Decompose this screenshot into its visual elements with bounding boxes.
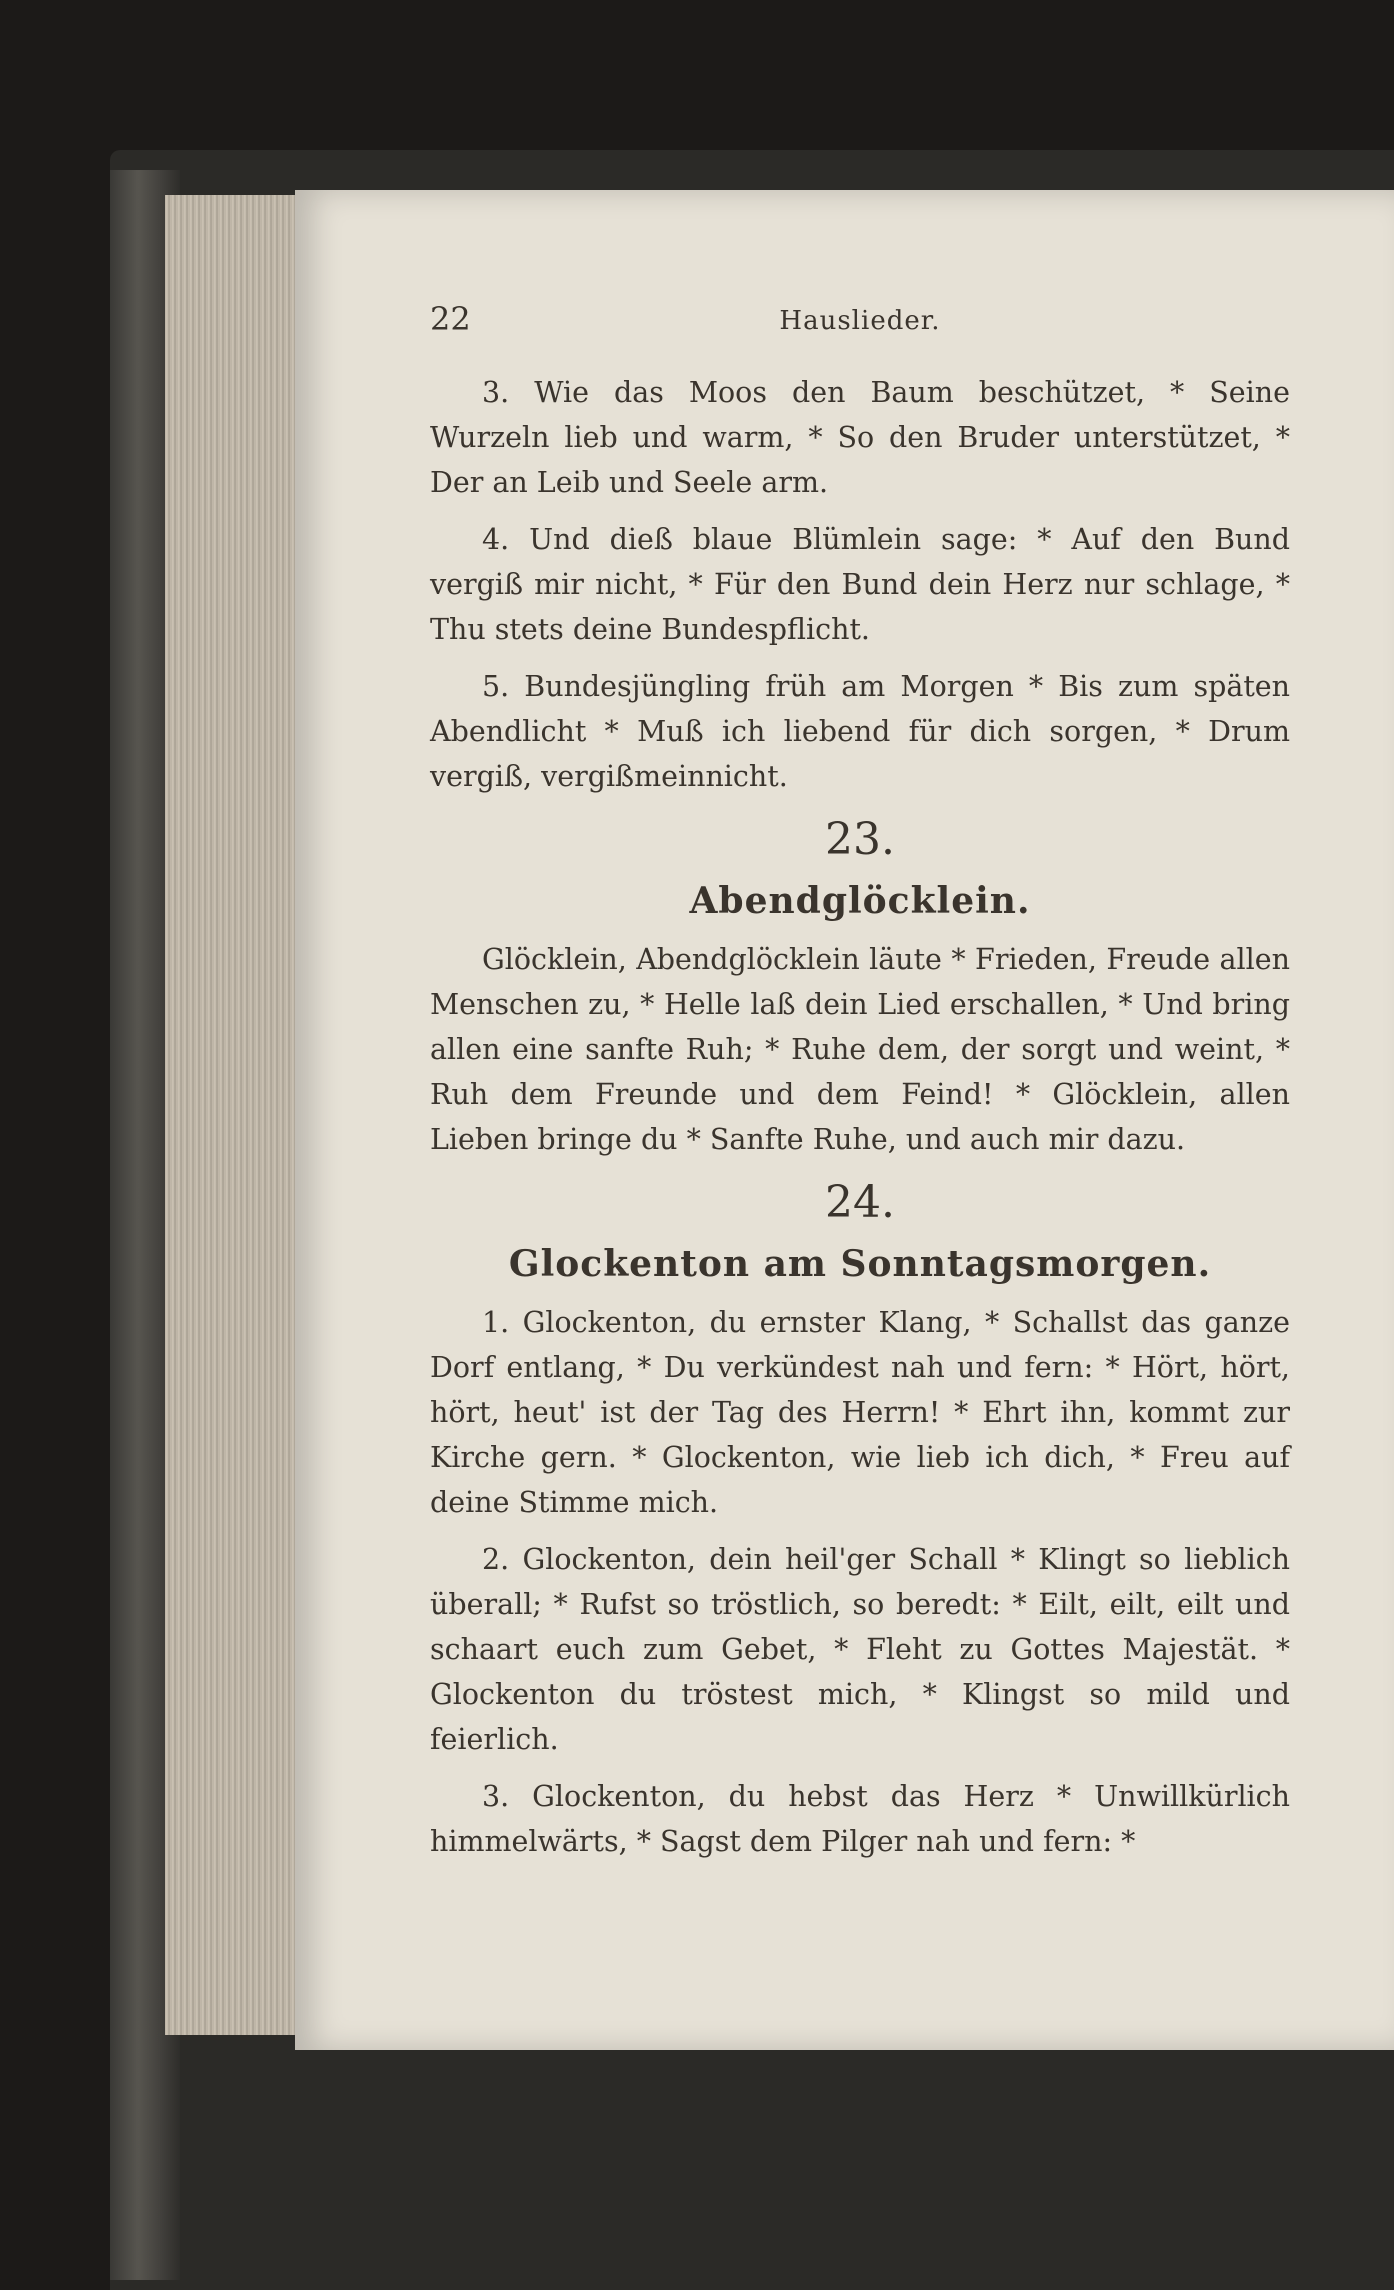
stanza: 1. Glockenton, du ernster Klang, * Schallst das ganze Dorf entlang, * Du verkündest nah und fern: * Hört, hört, hört, heut' ist der Tag des Herrn! * Ehrt ihn, kommt zur Kirche gern. * Glockenton, wie lieb ich dich, * Freu auf deine Stimme mich. [430, 1306, 1290, 1519]
song-title: Glockenton am Sonntagsmorgen. [508, 1243, 1212, 1285]
song-title: Abendglöcklein. [689, 880, 1031, 922]
song-number: 24. [825, 1177, 895, 1228]
running-title: Hauslieder. [779, 306, 941, 336]
song-text: Glöcklein, Abendglöcklein läute * Frieden, Freude allen Menschen zu, * Helle laß dein Lied erschallen, * Und bring allen eine sanfte Ruh; * Ruhe dem, der sorgt und weint, * Ruh dem Freunde und dem Feind! * Glöcklein, allen Lieben bringe du * Sanfte Ruhe, und auch mir dazu. [430, 943, 1290, 1156]
page-header [430, 300, 1290, 370]
page-number: 22 [430, 300, 471, 338]
stanza: 2. Glockenton, dein heil'ger Schall * Klingt so lieblich überall; * Rufst so tröstlich, so beredt: * Eilt, eilt, eilt und schaart euch zum Gebet, * Fleht zu Gottes Majestät. * Glockenton du tröstest mich, * Klingst so mild und feierlich. [430, 1543, 1290, 1756]
page-edges [165, 195, 295, 2035]
stanza: 5. Bundesjüngling früh am Morgen * Bis zum späten Abendlicht * Muß ich liebend für dich sorgen, * Drum vergiß, vergißmeinnicht. [430, 670, 1290, 793]
stanza: 4. Und dieß blaue Blümlein sage: * Auf den Bund vergiß mir nicht, * Für den Bund dein Herz nur schlage, * Thu stets deine Bundespflicht. [430, 523, 1290, 646]
stanza: 3. Wie das Moos den Baum beschützet, * Seine Wurzeln lieb und warm, * So den Bruder unterstützet, * Der an Leib und Seele arm. [430, 376, 1290, 499]
page-text [430, 300, 1290, 1876]
stanza: 3. Glockenton, du hebst das Herz * Unwillkürlich himmelwärts, * Sagst dem Pilger nah und fern: * [430, 1780, 1290, 1858]
song-number: 23. [825, 814, 895, 865]
